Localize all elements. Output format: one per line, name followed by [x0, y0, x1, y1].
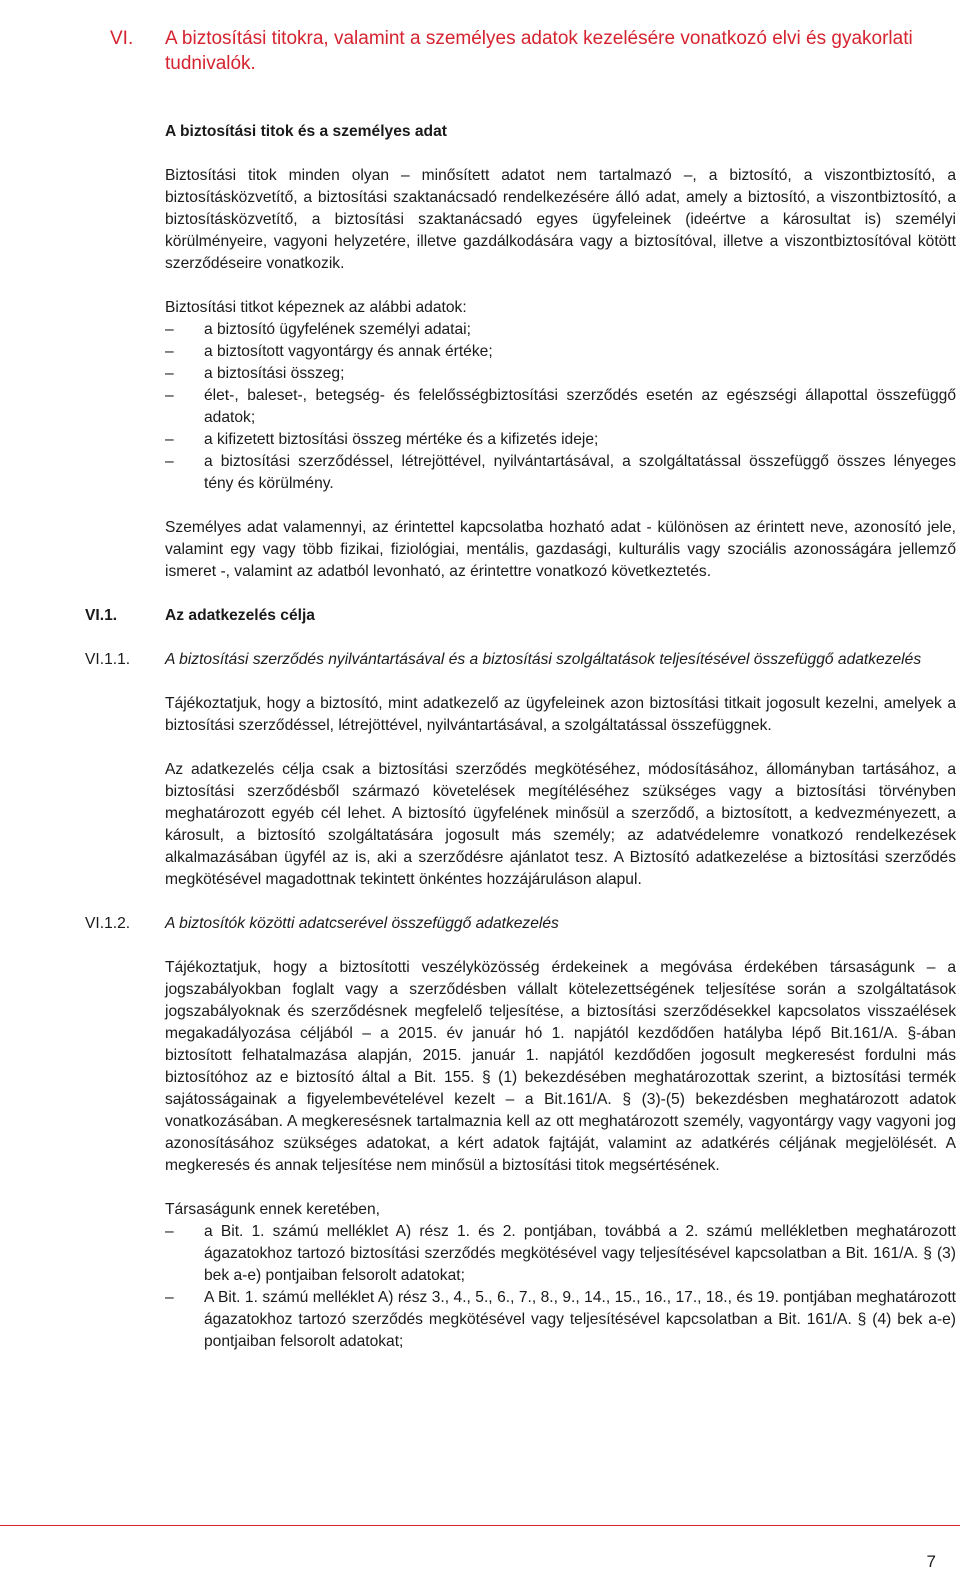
chapter-heading	[110, 26, 940, 76]
company-list-intro: Társaságunk ennek keretében,	[165, 1201, 380, 1218]
main-content	[85, 121, 956, 1353]
list-item	[165, 451, 956, 495]
list-item-text: a kifizetett biztosítási összeg mértéke és a kifizetés ideje;	[204, 431, 599, 448]
dash-marker: –	[165, 431, 174, 448]
dash-marker: –	[165, 1289, 174, 1306]
section-number: VI.1.1.	[85, 651, 131, 668]
intro-paragraph: Biztosítási titok minden olyan – minősített adatot nem tartalmazó –, a biztosító, a viszontbiztosító, a biztosításközvetítő, a biztosítási szaktanácsadó rendelkezésére álló adat, amely a biztosító, a viszontbiztosító, a biztosításközvetítő, a biztosítási szaktanácsadó egyes ügyfeleinek (ideértve a károsultat is) személyi körülményeire, vagyoni helyzetére, illetve gazdálkodására vagy a biztosítóval, illetve a viszontbiztosítóval kötött szerződéseire vonatkozik.	[165, 167, 956, 272]
personal-data-paragraph: Személyes adat valamennyi, az érintettel kapcsolatba hozható adat - különösen az érintett neve, azonosító jele, valamint egy vagy több fizikai, fiziológiai, mentális, gazdasági, kulturális vagy szociális azonosságára jellemző ismeret -, valamint az adatból levonható, az érintettre vonatkozó következtetés.	[165, 519, 956, 580]
list-item-text: a biztosítási összeg;	[204, 365, 345, 382]
section-vi-1-heading	[85, 605, 956, 627]
list-item	[165, 341, 956, 363]
section-number: VI.1.2.	[85, 915, 131, 932]
list-item	[165, 385, 956, 429]
dash-marker: –	[165, 321, 174, 338]
chapter-number: VI.	[110, 28, 134, 49]
section-title: Az adatkezelés célja	[165, 607, 315, 624]
dash-marker: –	[165, 343, 174, 360]
chapter-title: A biztosítási titokra, valamint a személyes adatok kezelésére vonatkozó elvi és gyakorlati tudnivalók.	[165, 28, 913, 74]
list-item-text: a Bit. 1. számú melléklet A) rész 1. és 2. pontjában, továbbá a 2. számú mellékletben meghatározott ágazatokhoz tartozó biztosítási szerződés megkötésével vagy teljesítésével kapcsolatban a Bit. 161/A. § (3) bek a-e) pontjaiban felsorolt adatokat;	[204, 1223, 956, 1284]
section-vi-1-2-paragraph-1: Tájékoztatjuk, hogy a biztosítotti veszélyközösség érdekeinek a megóvása érdekében társaságunk – a jogszabályokban foglalt vagy a szerződésben vállalt kötelezettségének teljesítése során a szolgáltatások jogszabályoknak és szerződésnek megfelelő teljesítése, a biztosítási szerződésekkel kapcsolatos visszaélések megakadályozása céljából – a 2015. év január hó 1. napjától kezdődően hatályba lépő Bit.161/A. §-ában biztosított felhatalmazása alapján, 2015. január 1. napjától kezdődően jogosult megkeresést fordulni más biztosítóhoz az e biztosító által a Bit. 155. § (1) bekezdésében meghatározottak szerint, a biztosítási termék sajátosságainak a figyelembevételével kezelt – a Bit.161/A. § (3)-(5) bekezdésben meghatározott adatok vonatkozásában. A megkeresésnek tartalmaznia kell az ott meghatározott személy, vagyontárgy vagy vagyoni jog azonosításához szükséges adatokat, a kért adatok fajtáját, valamint az adatkérés céljának megjelölését. A megkeresés és annak teljesítése nem minősül a biztosítási titok megsértésének.	[165, 959, 956, 1174]
secret-list-intro: Biztosítási titkot képeznek az alábbi adatok:	[165, 299, 467, 316]
list-item-text: A Bit. 1. számú melléklet A) rész 3., 4., 5., 6., 7., 8., 9., 14., 15., 16., 17., 18., és 19. pontjában meghatározott ágazatokhoz tartozó szerződés megkötésével vagy teljesítésével kapcsolatban a Bit. 161/A. § (4) bek a-e) pontjaiban felsorolt adatokat;	[204, 1289, 956, 1350]
section-vi-1-1-paragraph-2: Az adatkezelés célja csak a biztosítási szerződés megkötéséhez, módosításához, állományban tartásához, a biztosítási szerződésből származó követelések megítéléséhez szükséges vagy a biztosítási törvényben meghatározott egyéb cél lehet. A biztosító ügyfelének minősül a szerződő, a biztosított, a kedvezményezett, a károsult, a biztosító szolgáltatására jogosult más személy; az adatvédelemre vonatkozó rendelkezések alkalmazásában ügyfél az is, aki a szerződésre ajánlatot tesz. A Biztosító adatkezelése a biztosítási szerződés megkötésével magadottnak tekintett önkéntes hozzájáruláson alapul.	[165, 761, 956, 888]
list-item	[165, 1221, 956, 1287]
section-title: A biztosítók közötti adatcserével összefüggő adatkezelés	[165, 915, 559, 932]
section-number: VI.1.	[85, 607, 118, 624]
page-number: 7	[926, 1552, 936, 1571]
dash-marker: –	[165, 365, 174, 382]
list-item	[165, 1287, 956, 1353]
section-title: A biztosítási szerződés nyilvántartásával és a biztosítási szolgáltatások teljesítésével összefüggő adatkezelés	[165, 651, 922, 668]
section-vi-1-2-heading	[85, 913, 956, 935]
section-vi-1-1-paragraph-1: Tájékoztatjuk, hogy a biztosító, mint adatkezelő az ügyfeleinek azon biztosítási titkait jogosult kezelni, amelyek a biztosítási szerződéssel, létrejöttével, nyilvántartásával, a szolgáltatással összefüggnek.	[165, 695, 956, 734]
list-item-text: a biztosított vagyontárgy és annak értéke;	[204, 343, 493, 360]
list-item-text: a biztosító ügyfelének személyi adatai;	[204, 321, 471, 338]
company-data-list	[165, 1221, 956, 1353]
list-item	[165, 363, 956, 385]
list-item-text: élet-, baleset-, betegség- és felelősségbiztosítási szerződés esetén az egészségi állapottal összefüggő adatok;	[204, 387, 956, 426]
section-vi-1-1-heading	[85, 649, 956, 671]
footer-divider	[0, 1525, 960, 1526]
intro-heading: A biztosítási titok és a személyes adat	[165, 123, 447, 140]
dash-marker: –	[165, 1223, 174, 1240]
dash-marker: –	[165, 453, 174, 470]
dash-marker: –	[165, 387, 174, 404]
list-item-text: a biztosítási szerződéssel, létrejöttével, nyilvántartásával, a szolgáltatással összefüggő összes lényeges tény és körülmény.	[204, 453, 956, 492]
list-item	[165, 429, 956, 451]
secret-data-list	[165, 319, 956, 495]
list-item	[165, 319, 956, 341]
